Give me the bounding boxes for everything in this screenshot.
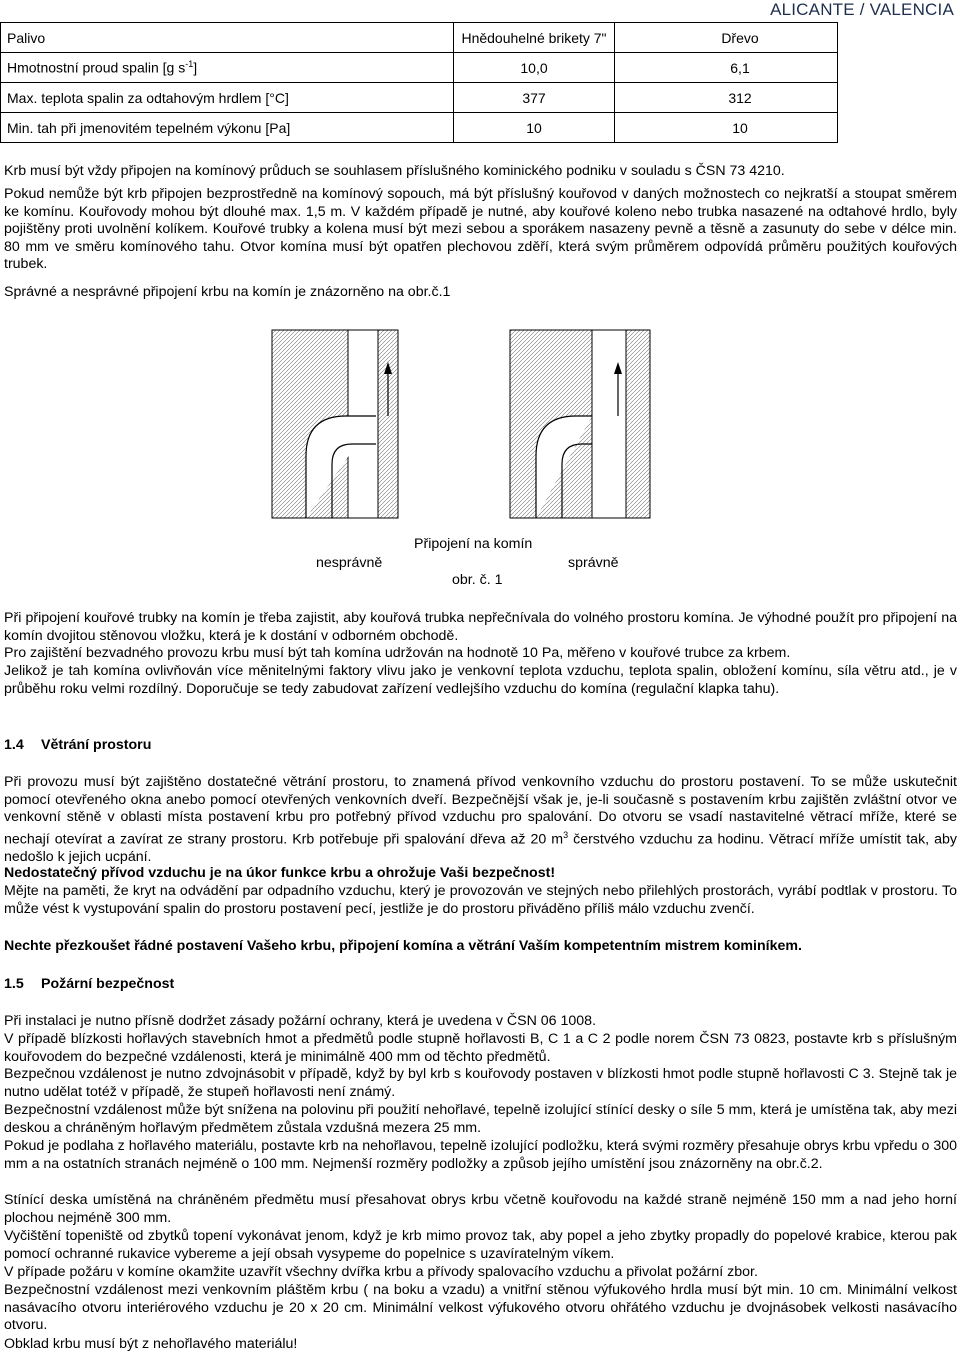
section-heading <box>4 737 151 753</box>
section-title: Větrání prostoru <box>41 737 152 753</box>
table-cell: 10 <box>454 113 615 143</box>
table-cell: 10 <box>615 113 838 143</box>
paragraph: Správné a nesprávné připojení krbu na komín je znázorněno na obr.č.1 <box>4 284 451 300</box>
section-number: 1.4 <box>4 737 24 753</box>
paragraph: Pokud je podlaha z hořlavého materiálu, postavte krb na nehořlavou, tepelně izolující podložku, která svými rozměry přesahuje obrys krbu vpředu o 300 mm a na ostatních stranách nejméně o 100 mm. Nejmenší rozměry podložky a způsob jejího umístění jsou znázorněny na obr.č.2. <box>4 1138 957 1172</box>
paragraph: Krb musí být vždy připojen na komínový průduch se souhlasem příslušného kominického podniku v souladu s ČSN 73 4210. <box>4 163 785 179</box>
paragraph: Pokud nemůže být krb připojen bezprostředně na komínový sopouch, má být příslušný kouřovod v daných možnostech co nejkratší a stoupat směrem ke komínu. Kouřovody mohou být dlouhé max. 1,5 m. V každém případě je nutné, aby kouřové koleno nebo trubka nasazené na odtahové hrdlo, byly pojištěny proti uvolnění kolíkem. Kouřové trubky a kolena musí být mezi sebou a sporákem nasazeny pevně a těsně a zasunuty do sebe v délce min. 80 mm ve směru komínového tahu. Otvor komína musí být opatřen plechovou zděří, která svým průměrem odpovídá průměru použitých kouřových trubek. <box>4 186 957 272</box>
chimney-connection-diagram <box>270 328 670 522</box>
table-row <box>1 113 838 143</box>
figure-title: Připojení na komín <box>414 536 533 552</box>
table-row <box>1 23 838 53</box>
paragraph: Bezpečnostní vzdálenost mezi venkovním pláštěm krbu ( na boku a vzadu) a vnitřní stěnou výfukového hrdla musí být min. 10 cm. Minimální velkost nasávacího otvoru interiérového vzduchu je 20 x 20 cm. Minimální velkost výfukového otvoru ohřátého vzduchu je dvojnásobek velkosti nasávacího otvoru. <box>4 1282 957 1333</box>
table-cell: Hnědouhelné brikety 7" <box>454 23 615 53</box>
paragraph: V případě blízkosti hořlavých stavebních hmot a předmětů podle stupně hořlavosti B, C 1 a C 2 podle norem ČSN 73 0823, postavte krb s příslušným kouřovodem do bezpečné vzdálenosti, která je minimálně 400 mm od těchto předmětů. <box>4 1031 957 1065</box>
paragraph: Pro zajištění bezvadného provozu krbu musí být tah komína udržován na hodnotě 10 Pa, měřeno v kouřové trubce za krbem. <box>4 645 791 661</box>
notice-text: Nechte přezkoušet řádné postavení Vašeho krbu, připojení komína a větrání Vaším kompetentním mistrem kominíkem. <box>4 938 802 954</box>
figure-label-wrong: nesprávně <box>316 555 383 571</box>
paragraph: Při instalaci je nutno přísně dodržet zásady požární ochrany, která je uvedena v ČSN 06 1008. <box>4 1013 597 1029</box>
cell-sup: -1 <box>185 59 194 70</box>
table-cell: Palivo <box>1 23 454 53</box>
warning-text: Nedostatečný přívod vzduchu je na úkor funkce krbu a ohrožuje Vaši bezpečnost! <box>4 865 556 881</box>
spec-table <box>0 22 838 143</box>
paragraph: Jelikož je tah komína ovlivňován více měnitelnými faktory vlivu jako je venkovní teplota vzduchu, teplota spalin, obložení komínu, síla větru atd., je v průběhu roku velmi rozdílný. Doporučuje se tedy zabudovat zařízení vedlejšího vzduchu do komína (regulační klapka tahu). <box>4 663 957 697</box>
section-title: Požární bezpečnost <box>41 976 175 992</box>
figure-number: obr. č. 1 <box>452 572 503 588</box>
table-cell: 6,1 <box>615 53 838 83</box>
table-cell: 312 <box>615 83 838 113</box>
figure-label-right: správně <box>568 555 619 571</box>
superscript: 3 <box>563 829 569 840</box>
paragraph: Mějte na paměti, že kryt na odvádění par odpadního vzduchu, který je provozován ve stejných nebo přilehlých prostorách, vyrábí podtlak v prostoru. To může vést k vystupování spalin do prostoru postavení pecí, jestliže je do prostoru přiváděno příliš málo vzduchu zvenčí. <box>4 883 957 917</box>
paragraph-text: čerstvého vzduchu za hodinu. Větrací mříže umístit tak, aby nedošlo k jejich ucpání. <box>4 831 957 865</box>
paragraph: Při připojení kouřové trubky na komín je třeba zajistit, aby kouřová trubka nepřečnívala do volného prostoru komína. Je výhodné použít pro připojení na komín dvojitou stěnovou vložku, která je k dostání v odborném obchodě. <box>4 610 957 644</box>
header-location: ALICANTE / VALENCIA <box>770 0 954 19</box>
table-cell: 10,0 <box>454 53 615 83</box>
table-cell: Max. teplota spalin za odtahovým hrdlem [°C] <box>1 83 454 113</box>
table-row <box>1 53 838 83</box>
paragraph: V případe požáru v komíne okamžite uzavřít všechny dvířka krbu a přívody spalovacího vzduchu a přivolat požární zbor. <box>4 1264 758 1280</box>
paragraph: Vyčištění topeniště od zbytků topení vykonávat jenom, když je krb mimo provoz tak, aby popel a jeho zbytky propadly do popelové krabice, kterou pak pomocí ochranné rukavice vybereme a její obsah vysypeme do popelnice s uzavíratelným víkem. <box>4 1228 957 1262</box>
cell-text: Hmotnostní proud spalin [g s <box>7 59 186 76</box>
paragraph: Stínící deska umístěná na chráněném předmětu musí přesahovat obrys krbu včetně kouřovodu na každé straně nejméně 150 mm a nad jeho horní plochou nejméně 300 mm. <box>4 1192 957 1226</box>
right-connection-drawing <box>510 330 650 518</box>
paragraph: Bezpečnou vzdálenost je nutno zdvojnásobit v případě, když by byl krb s kouřovody postaven v blízkosti hmot podle stupně hořlavosti C 3. Stejně tak je nutno udělat totéž v případě, že stupeň hořlavosti není známý. <box>4 1066 957 1100</box>
table-cell: Min. tah při jmenovitém tepelném výkonu [Pa] <box>1 113 454 143</box>
paragraph: Obklad krbu musí být z nehořlavého materiálu! <box>4 1336 298 1352</box>
wrong-connection-drawing <box>272 330 398 518</box>
table-row <box>1 83 838 113</box>
section-number: 1.5 <box>4 976 24 992</box>
cell-text-end: ] <box>193 59 198 76</box>
paragraph <box>4 774 957 866</box>
paragraph: Bezpečnostní vzdálenost může být snížena na polovinu při použití nehořlavé, tepelně izolující stínící desky o síle 5 mm, která je umístěna tak, aby mezi deskou a chráněným hořlavým předmětem zůstala vzdušná mezera 25 mm. <box>4 1102 957 1136</box>
table-cell: Dřevo <box>615 23 838 53</box>
table-cell <box>1 53 454 83</box>
table-cell: 377 <box>454 83 615 113</box>
section-heading <box>4 976 174 992</box>
paragraph-text: Při provozu musí být zajištěno dostatečné větrání prostoru, to znamená přívod venkovního vzduchu do prostoru postavení. To se může uskutečnit pomocí otevřeného okna anebo pomocí otevřených venkovních dveří. Bezpečnější však je, je-li současně s postavením krbu zajištěn zvláštní otvor ve venkovní stěně v oblasti místa postavení krbu pro potřebný přívod vzduchu pro spalování. Do otvoru se vsadí nastavitelné větrací mříže, které se nechají otevírat a zavírat ze strany prostoru. Krb potřebuje při spalování dřeva až 20 m <box>4 774 957 848</box>
